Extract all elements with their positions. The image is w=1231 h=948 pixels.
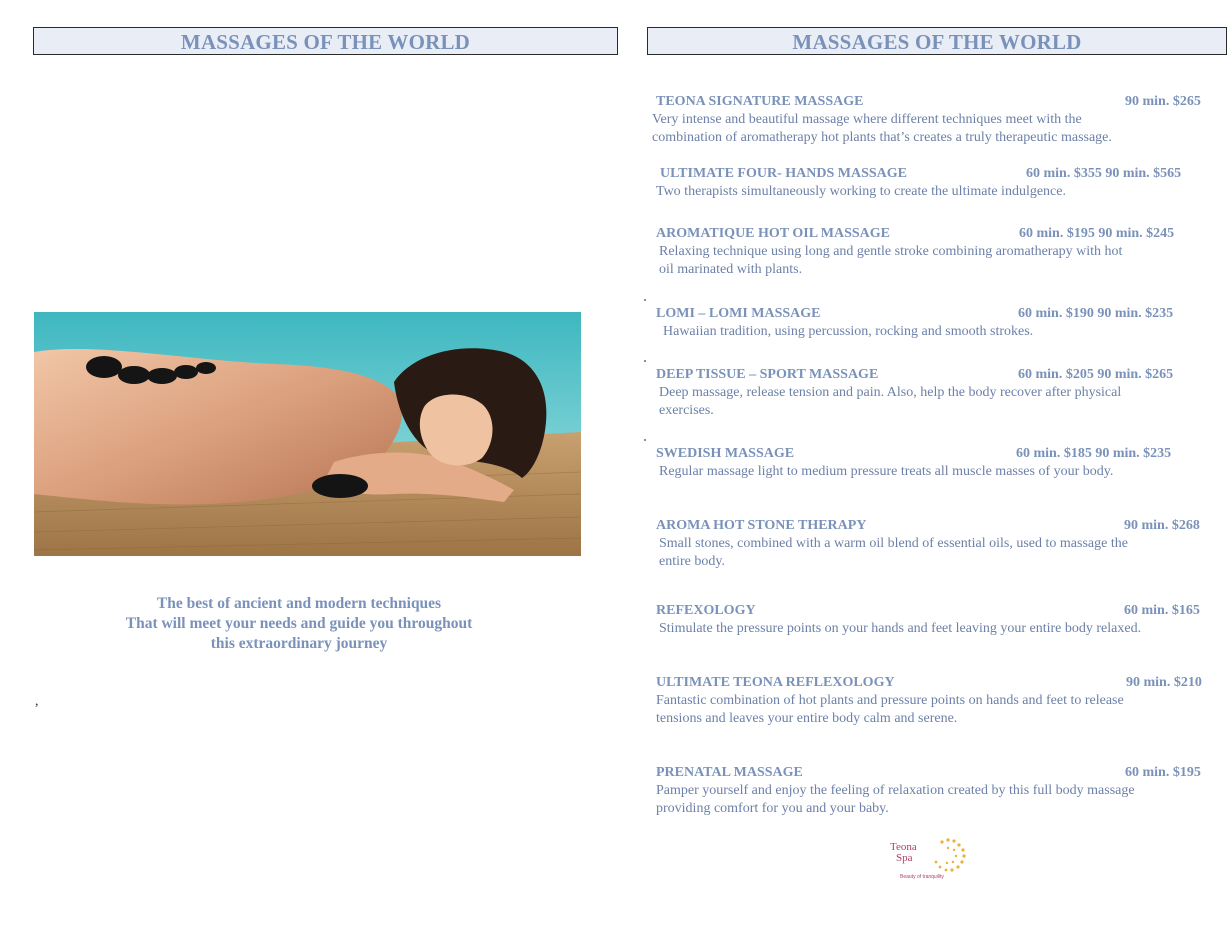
service-name: LOMI – LOMI MASSAGE (656, 306, 821, 321)
service-deep-tissue (650, 366, 1215, 420)
service-four-hands (650, 165, 1215, 201)
service-price: 90 min. $210 (1126, 675, 1202, 690)
service-refexology (650, 602, 1215, 638)
service-hot-stone (650, 517, 1215, 571)
service-lomi-lomi (650, 305, 1215, 341)
service-price: 60 min. $355 90 min. $565 (1026, 166, 1182, 181)
service-price: 60 min. $195 90 min. $245 (1019, 226, 1175, 241)
service-aromatique (650, 225, 1215, 279)
hot-stone-massage-photo (34, 312, 581, 556)
service-description: Fantastic combination of hot plants and pressure points on hands and feet to release tensions and leaves your entire body calm and serene. (656, 693, 1124, 726)
service-name: REFEXOLOGY (656, 603, 756, 618)
tagline-line-1: The best of ancient and modern techniques (156, 595, 442, 612)
left-page-title: MASSAGES OF THE WORLD (33, 27, 618, 55)
service-teona-signature (650, 93, 1215, 147)
service-teona-reflexology (650, 674, 1215, 728)
service-description: Regular massage light to medium pressure treats all muscle masses of your body. (659, 464, 1114, 479)
bullet-dot (644, 439, 646, 441)
service-price: 90 min. $265 (1125, 94, 1201, 109)
logo-line-2: Spa (896, 852, 913, 864)
service-price: 60 min. $195 (1125, 765, 1201, 780)
service-price: 90 min. $268 (1124, 518, 1200, 533)
service-name: PRENATAL MASSAGE (656, 765, 803, 780)
stray-mark: , (35, 694, 39, 709)
tagline (34, 594, 564, 654)
service-name: ULTIMATE TEONA REFLEXOLOGY (656, 675, 895, 690)
service-name: SWEDISH MASSAGE (656, 446, 795, 461)
service-description: Two therapists simultaneously working to create the ultimate indulgence. (656, 184, 1066, 199)
service-description: Deep massage, release tension and pain. Also, help the body recover after physical exercises. (659, 385, 1122, 418)
tagline-line-2: That will meet your needs and guide you throughout (125, 615, 473, 632)
service-price: 60 min. $185 90 min. $235 (1016, 446, 1172, 461)
service-name: TEONA SIGNATURE MASSAGE (656, 94, 864, 109)
service-price: 60 min. $165 (1124, 603, 1200, 618)
service-description: Very intense and beautiful massage where different techniques meet with the combination of aromatherapy hot plants that’s creates a truly therapeutic massage. (652, 112, 1112, 145)
service-price: 60 min. $205 90 min. $265 (1018, 367, 1174, 382)
service-description: Pamper yourself and enjoy the feeling of relaxation created by this full body massage providing comfort for you and your baby. (656, 783, 1135, 816)
service-description: Small stones, combined with a warm oil blend of essential oils, used to massage the entire body. (659, 536, 1128, 569)
service-price: 60 min. $190 90 min. $235 (1018, 306, 1174, 321)
logo-line-1: Teona (890, 841, 917, 853)
service-name: DEEP TISSUE – SPORT MASSAGE (656, 367, 879, 382)
tagline-line-3: this extraordinary journey (210, 635, 388, 652)
service-description: Stimulate the pressure points on your hands and feet leaving your entire body relaxed. (659, 621, 1142, 636)
service-swedish (650, 445, 1215, 481)
logo-tagline: Beauty of tranquility (900, 874, 944, 880)
service-name: AROMATIQUE HOT OIL MASSAGE (656, 226, 891, 241)
bullet-dot (644, 360, 646, 362)
service-name: ULTIMATE FOUR- HANDS MASSAGE (660, 166, 907, 181)
right-page-title: MASSAGES OF THE WORLD (647, 27, 1227, 55)
service-prenatal (650, 764, 1215, 818)
service-description: Hawaiian tradition, using percussion, rocking and smooth strokes. (663, 324, 1034, 339)
bullet-dot (644, 299, 646, 301)
service-description: Relaxing technique using long and gentle stroke combining aromatherapy with hot oil marinated with plants. (659, 244, 1123, 277)
teona-spa-logo (886, 836, 972, 884)
service-name: AROMA HOT STONE THERAPY (656, 518, 867, 533)
